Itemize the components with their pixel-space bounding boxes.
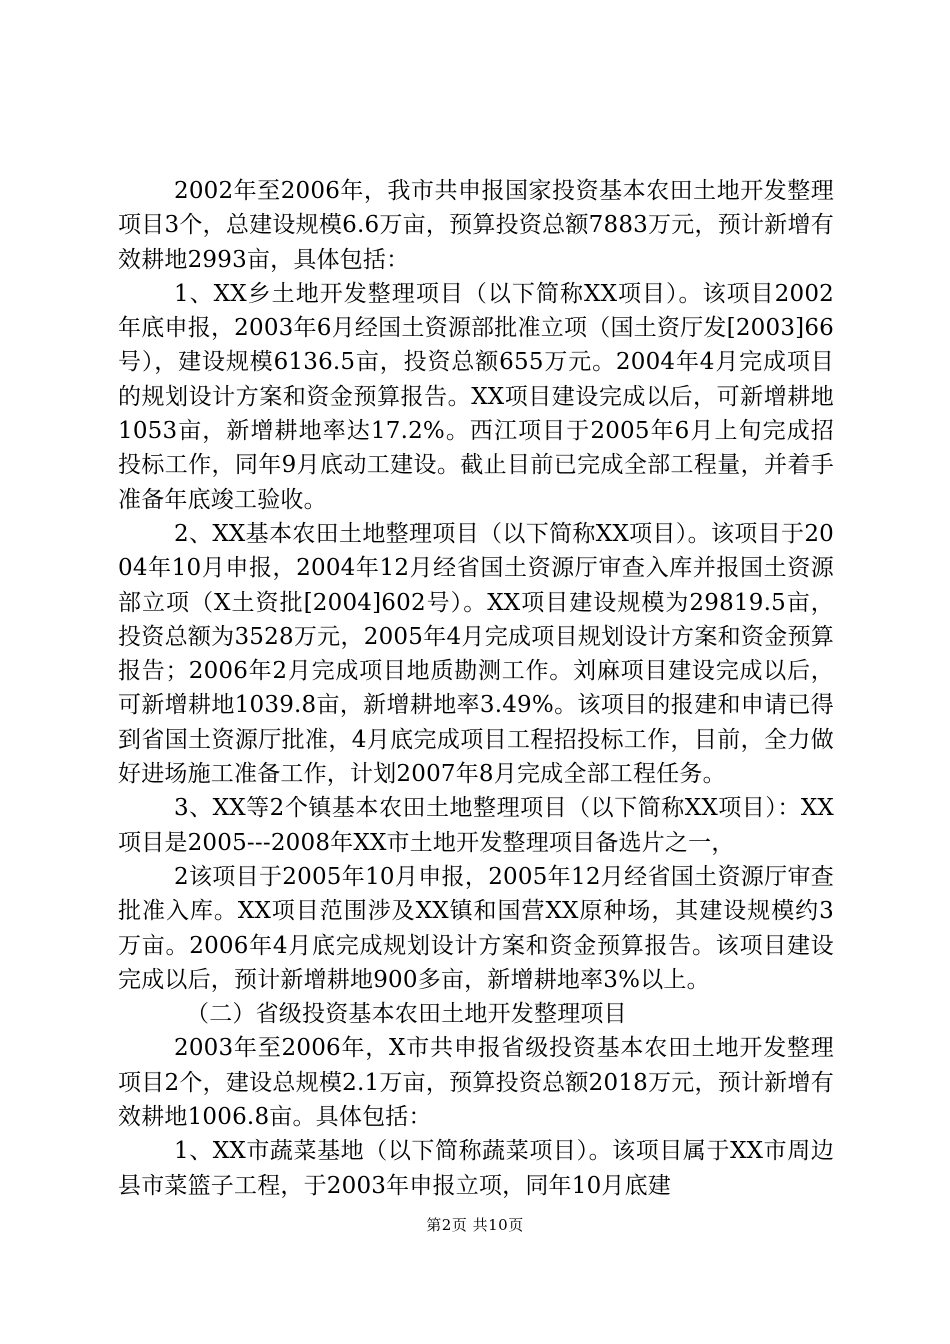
paragraph-project-2: 2、XX基本农田土地整理项目（以下简称XX项目）。该项目于2004年10月申报，2004年12月经省国土资源厅审查入库并报国土资源部立项（X土资批[2004]602号）。XX项目建设规模为29819.5亩，投资总额为3528万元，2005年4月完成项目规划设计方案和资金预算报告；2006年2月完成项目地质勘测工作。刘麻项目建设完成以后，可新增耕地1039.8亩，新增耕地率3.49%。该项目的报建和申请已得到省国土资源厅批准，4月底完成项目工程招投标工作，目前，全力做好进场施工准备工作，计划2007年8月完成全部工程任务。 — [118, 520, 834, 788]
paragraph-project-3: 3、XX等2个镇基本农田土地整理项目（以下简称XX项目）：XX项目是2005---2008年XX市土地开发整理项目备选片之一， — [118, 795, 834, 856]
paragraph-national-projects-intro: 2002年至2006年，我市共申报国家投资基本农田土地开发整理项目3个，总建设规模6.6万亩，预算投资总额7883万元，预计新增有效耕地2993亩，具体包括： — [118, 178, 834, 273]
paragraph-project-1: 1、XX乡土地开发整理项目（以下简称XX项目）。该项目2002年底申报，2003年6月经国土资源部批准立项（国土资厅发[2003]66号），建设规模6136.5亩，投资总额655万元。2004年4月完成项目的规划设计方案和资金预算报告。XX项目建设完成以后，可新增耕地1053亩，新增耕地率达17.2%。西江项目于2005年6月上旬完成招投标工作，同年9月底动工建设。截止目前已完成全部工程量，并着手准备年底竣工验收。 — [118, 280, 834, 513]
page-footer: 第2页 共10页 — [426, 1216, 524, 1234]
document-body — [118, 174, 834, 1203]
paragraph-project-3-detail: 2该项目于2005年10月申报，2005年12月经省国土资源厅审查批准入库。XX项目范围涉及XX镇和国营XX原种场，其建设规模约3万亩。2006年4月底完成规划设计方案和资金预算报告。该项目建设完成以后，预计新增耕地900多亩，新增耕地率3%以上。 — [118, 863, 834, 993]
section-heading-provincial: （二）省级投资基本农田土地开发整理项目 — [186, 1001, 627, 1028]
paragraph-vegetable-project: 1、XX市蔬菜基地（以下简称蔬菜项目）。该项目属于XX市周边县市菜篮子工程，于2003年申报立项，同年10月底建 — [118, 1138, 834, 1199]
paragraph-provincial-intro: 2003年至2006年，X市共申报省级投资基本农田土地开发整理项目2个，建设总规模2.1万亩，预算投资总额2018万元，预计新增有效耕地1006.8亩。具体包括： — [118, 1035, 834, 1131]
